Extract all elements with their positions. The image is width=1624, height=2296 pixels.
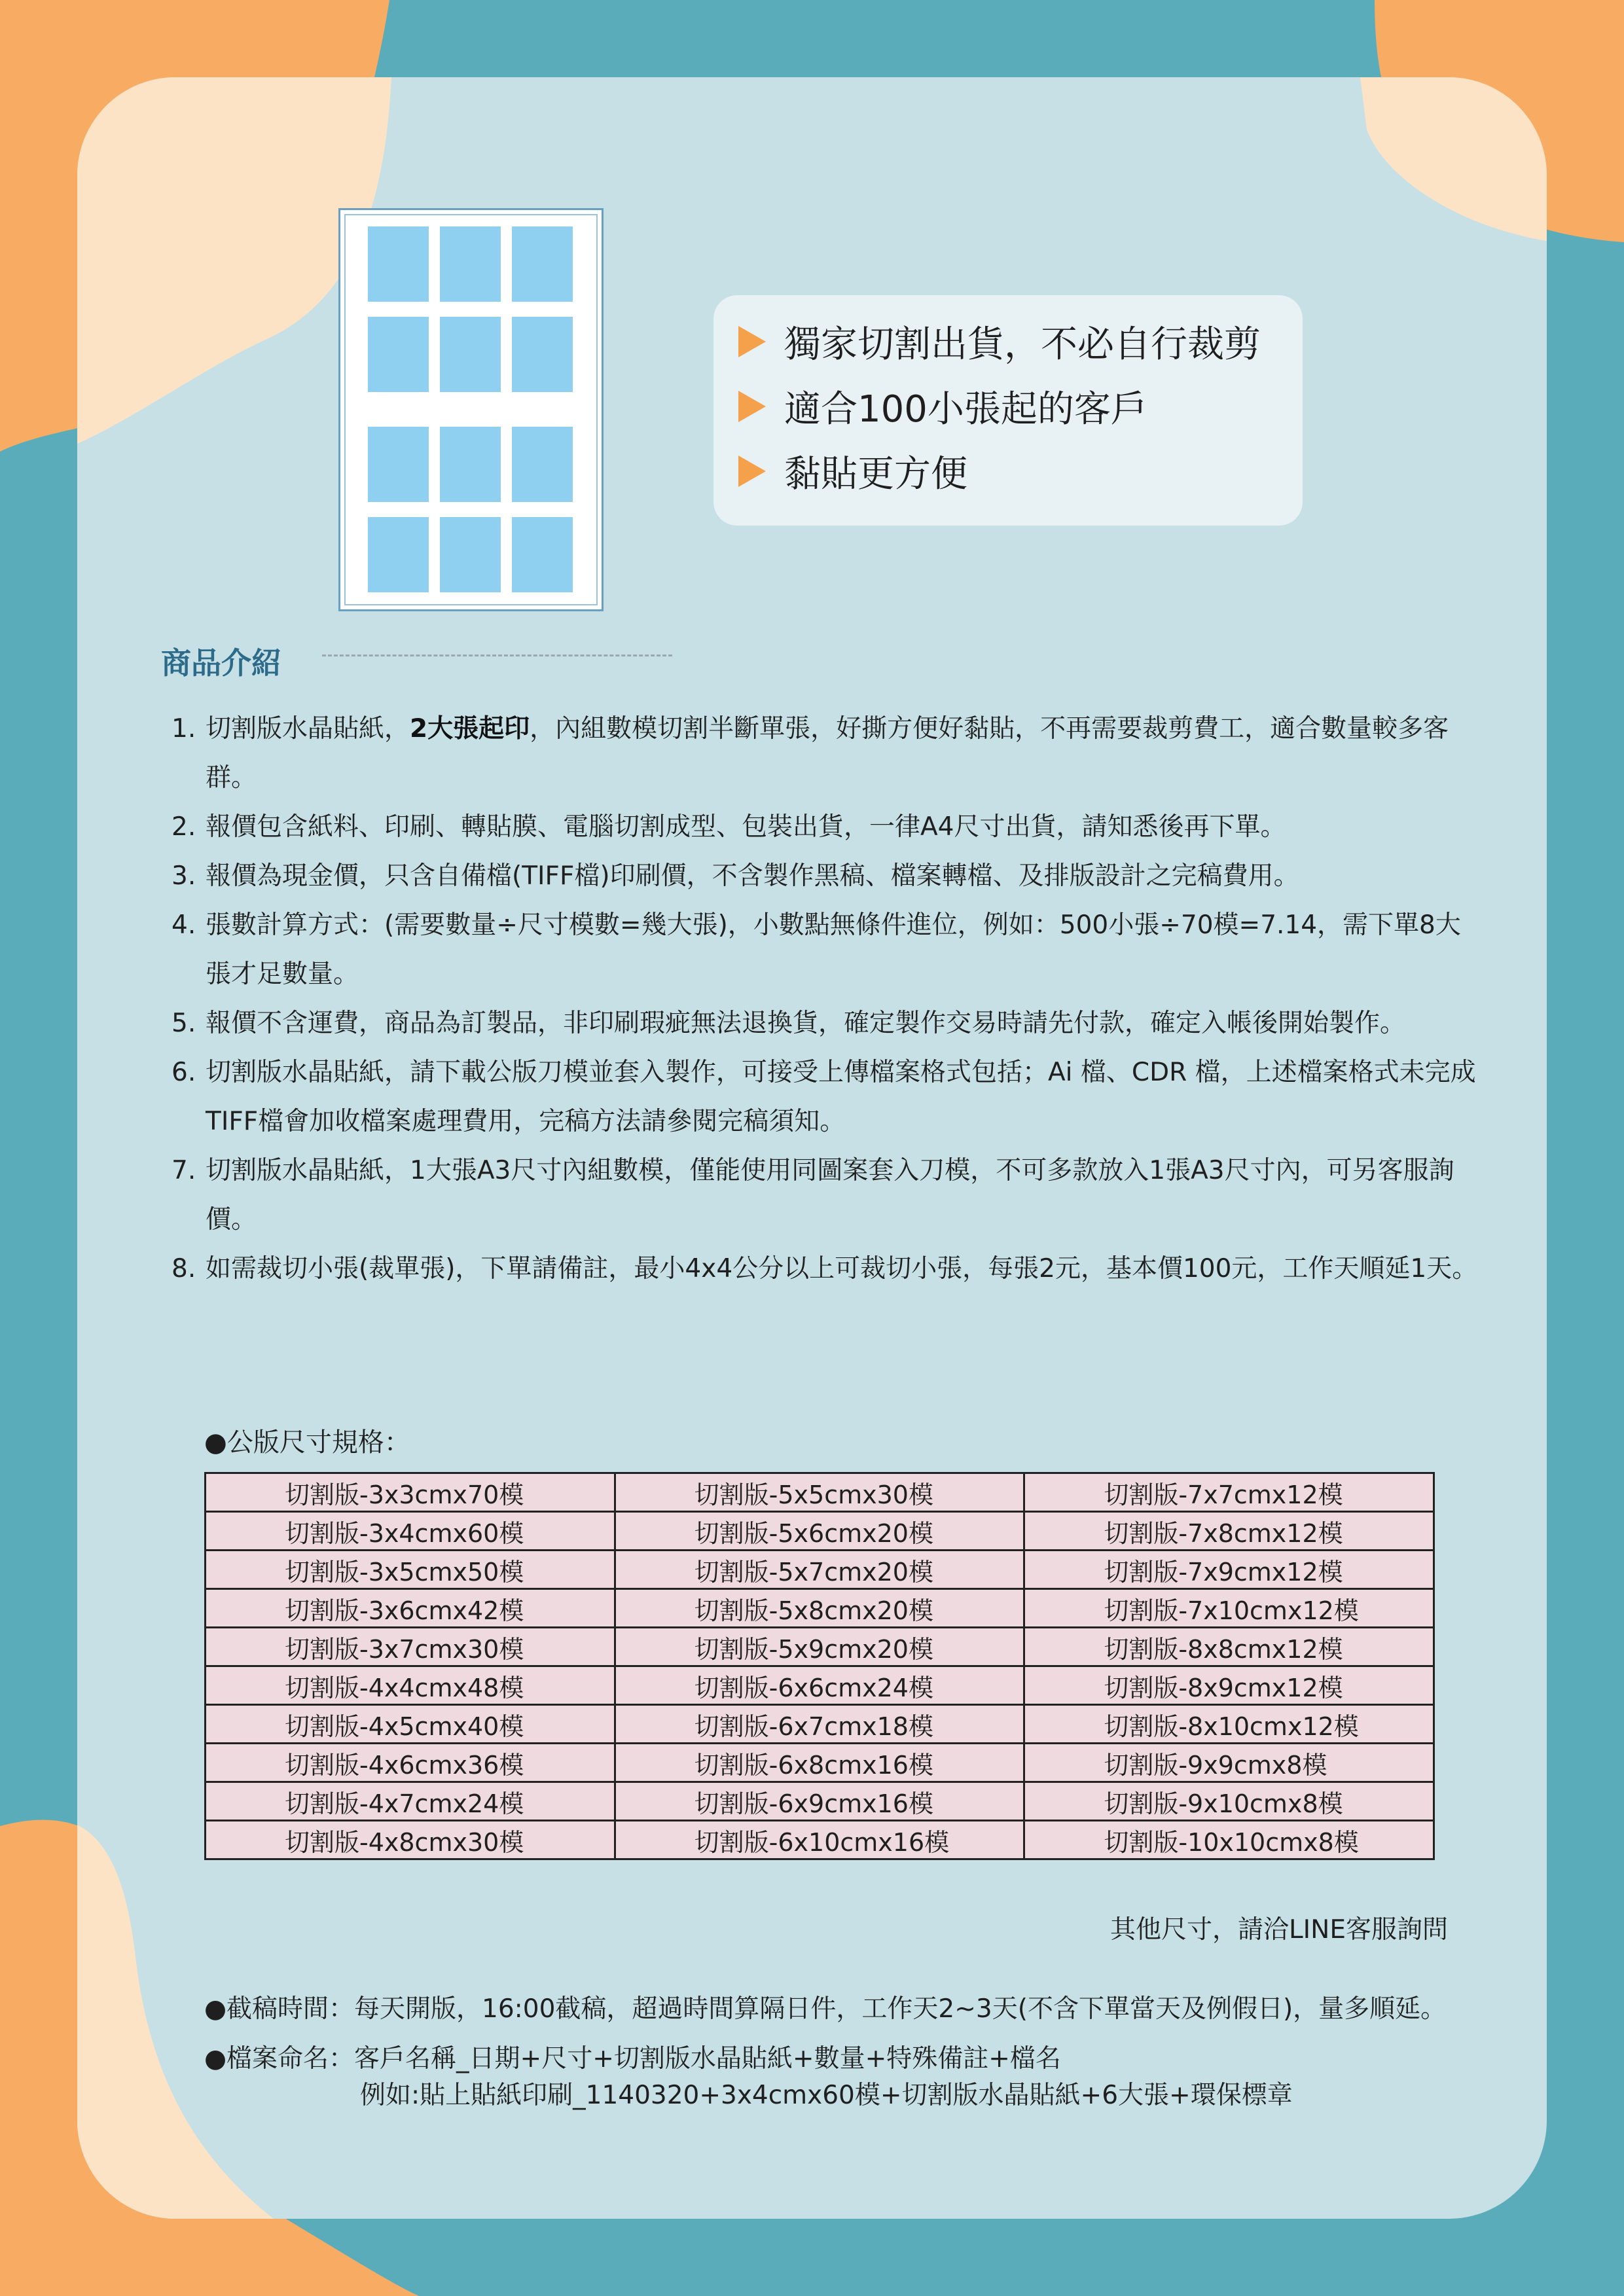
intro-item (171, 852, 1494, 901)
table-cell: 切割版-3x5cmx50模 (206, 1551, 615, 1589)
intro-item-text: 張數計算方式：(需要數量÷尺寸模數=幾大張)，小數點無條件進位，例如：500小張÷70模=7.14，需下單8大張才足數量。 (206, 910, 1461, 989)
table-row (206, 1782, 1434, 1821)
section-title: 商品介紹 (161, 645, 281, 681)
intro-item (171, 901, 1482, 999)
intro-item (171, 1048, 1508, 1146)
feature-item (738, 380, 1147, 433)
intro-item (171, 999, 1494, 1048)
intro-item-text: ，內組數模切割半斷單張，好撕方便好黏貼，不再需要裁剪費工，適合數量較多客群。 (206, 714, 1449, 793)
table-cell: 切割版-5x9cmx20模 (615, 1628, 1024, 1666)
table-cell: 切割版-4x5cmx40模 (206, 1705, 615, 1744)
table-cell: 切割版-10x10cmx8模 (1024, 1821, 1434, 1859)
feature-text: 適合100小張起的客戶 (784, 388, 1147, 431)
table-cell: 切割版-4x4cmx48模 (206, 1666, 615, 1705)
intro-item (171, 1244, 1482, 1293)
table-cell: 切割版-6x8cmx16模 (615, 1744, 1024, 1782)
table-cell: 切割版-6x6cmx24模 (615, 1666, 1024, 1705)
intro-item-text: 切割版水晶貼紙，請下載公版刀模並套入製作，可接受上傳檔案格式包括；Ai 檔、CDR 檔，上述檔案格式未完成TIFF檔會加收檔案處理費用，完稿方法請參閱完稿須知。 (206, 1058, 1476, 1136)
table-cell: 切割版-6x7cmx18模 (615, 1705, 1024, 1744)
deadline-note: ●截稿時間：每天開版，16:00截稿，超過時間算隔日件，工作天2~3天(不含下單當天及例假日)，量多順延。 (204, 1994, 1447, 2024)
table-cell: 切割版-6x9cmx16模 (615, 1782, 1024, 1821)
intro-item-number: 1. (171, 714, 196, 744)
cream-blob-top-right (1360, 77, 1547, 241)
intro-item (171, 802, 1494, 852)
table-cell: 切割版-8x8cmx12模 (1024, 1628, 1434, 1666)
sticker-cell (512, 226, 573, 302)
table-row (206, 1744, 1434, 1782)
table-cell: 切割版-4x6cmx36模 (206, 1744, 615, 1782)
table-cell: 切割版-7x8cmx12模 (1024, 1512, 1434, 1551)
intro-item-text: 報價不含運費，商品為訂製品，非印刷瑕疵無法退換貨，確定製作交易時請先付款，確定入帳後開始製作。 (206, 1009, 1406, 1038)
sticker-cell (440, 427, 501, 502)
sticker-cell (512, 517, 573, 592)
sticker-cell (440, 317, 501, 392)
table-cell: 切割版-7x10cmx12模 (1024, 1589, 1434, 1628)
intro-item-number: 7. (171, 1156, 196, 1185)
sticker-cell (368, 317, 429, 392)
size-spec-table (204, 1472, 1435, 1860)
sticker-cell (512, 317, 573, 392)
table-cell: 切割版-3x7cmx30模 (206, 1628, 615, 1666)
feature-text: 獨家切割出貨，不必自行裁剪 (784, 323, 1261, 366)
section-divider (322, 655, 672, 656)
table-row (206, 1473, 1434, 1512)
feature-item (738, 445, 967, 497)
spec-title: ●公版尺寸規格： (204, 1427, 410, 1458)
table-cell: 切割版-5x5cmx30模 (615, 1473, 1024, 1512)
intro-item-text: 報價包含紙料、印刷、轉貼膜、電腦切割成型、包裝出貨，一律A4尺寸出貨，請知悉後再下單。 (206, 812, 1286, 842)
triangle-bullet-icon (738, 326, 766, 357)
table-cell: 切割版-3x3cmx70模 (206, 1473, 615, 1512)
intro-item-bold: 2大張起印 (410, 714, 530, 744)
table-cell: 切割版-7x9cmx12模 (1024, 1551, 1434, 1589)
intro-item (171, 1146, 1482, 1244)
table-cell: 切割版-4x8cmx30模 (206, 1821, 615, 1859)
filename-example: 例如:貼上貼紙印刷_1140320+3x4cmx60模+切割版水晶貼紙+6大張+環保標章 (360, 2081, 1293, 2110)
intro-item-number: 6. (171, 1058, 196, 1087)
other-size-note: 其他尺寸，請洽LINE客服詢問 (1110, 1915, 1448, 1945)
table-cell: 切割版-9x10cmx8模 (1024, 1782, 1434, 1821)
table-cell: 切割版-4x7cmx24模 (206, 1782, 615, 1821)
feature-item (738, 315, 1261, 368)
intro-item-number: 5. (171, 1009, 196, 1038)
triangle-bullet-icon (738, 456, 766, 487)
intro-item-text: 切割版水晶貼紙，1大張A3尺寸內組數模，僅能使用同圖案套入刀模，不可多款放入1張A3尺寸內，可另客服詢價。 (206, 1156, 1454, 1234)
intro-item-number: 4. (171, 910, 196, 940)
feature-text: 黏貼更方便 (784, 453, 967, 495)
features-box (713, 295, 1303, 526)
intro-item-number: 2. (171, 812, 196, 842)
sticker-cell (368, 226, 429, 302)
intro-item-text: 如需裁切小張(裁單張)，下單請備註，最小4x4公分以上可裁切小張，每張2元，基本價100元，工作天順延1天。 (206, 1254, 1478, 1283)
sticker-cell (512, 427, 573, 502)
sticker-sheet-illustration (338, 208, 604, 611)
table-cell: 切割版-7x7cmx12模 (1024, 1473, 1434, 1512)
triangle-bullet-icon (738, 391, 766, 422)
intro-item-text: 切割版水晶貼紙， (206, 714, 410, 744)
table-cell: 切割版-3x4cmx60模 (206, 1512, 615, 1551)
sticker-cell (368, 427, 429, 502)
sticker-cell (368, 517, 429, 592)
table-row (206, 1512, 1434, 1551)
table-cell: 切割版-8x10cmx12模 (1024, 1705, 1434, 1744)
sticker-cell (440, 517, 501, 592)
table-row (206, 1666, 1434, 1705)
table-cell: 切割版-6x10cmx16模 (615, 1821, 1024, 1859)
intro-item-text: 報價為現金價，只含自備檔(TIFF檔)印刷價，不含製作黑稿、檔案轉檔、及排版設計之完稿費用。 (206, 861, 1299, 891)
table-cell: 切割版-8x9cmx12模 (1024, 1666, 1434, 1705)
table-cell: 切割版-9x9cmx8模 (1024, 1744, 1434, 1782)
product-intro-list (171, 704, 1494, 1293)
table-row (206, 1821, 1434, 1859)
intro-item (171, 704, 1482, 802)
table-row (206, 1628, 1434, 1666)
intro-item-number: 3. (171, 861, 196, 891)
sticker-cell (440, 226, 501, 302)
table-cell: 切割版-5x8cmx20模 (615, 1589, 1024, 1628)
table-row (206, 1589, 1434, 1628)
table-cell: 切割版-3x6cmx42模 (206, 1589, 615, 1628)
table-cell: 切割版-5x7cmx20模 (615, 1551, 1024, 1589)
filename-note: ●檔案命名：客戶名稱_日期+尺寸+切割版水晶貼紙+數量+特殊備註+檔名 (204, 2044, 1061, 2073)
table-row (206, 1551, 1434, 1589)
intro-item-number: 8. (171, 1254, 196, 1283)
table-row (206, 1705, 1434, 1744)
table-cell: 切割版-5x6cmx20模 (615, 1512, 1024, 1551)
